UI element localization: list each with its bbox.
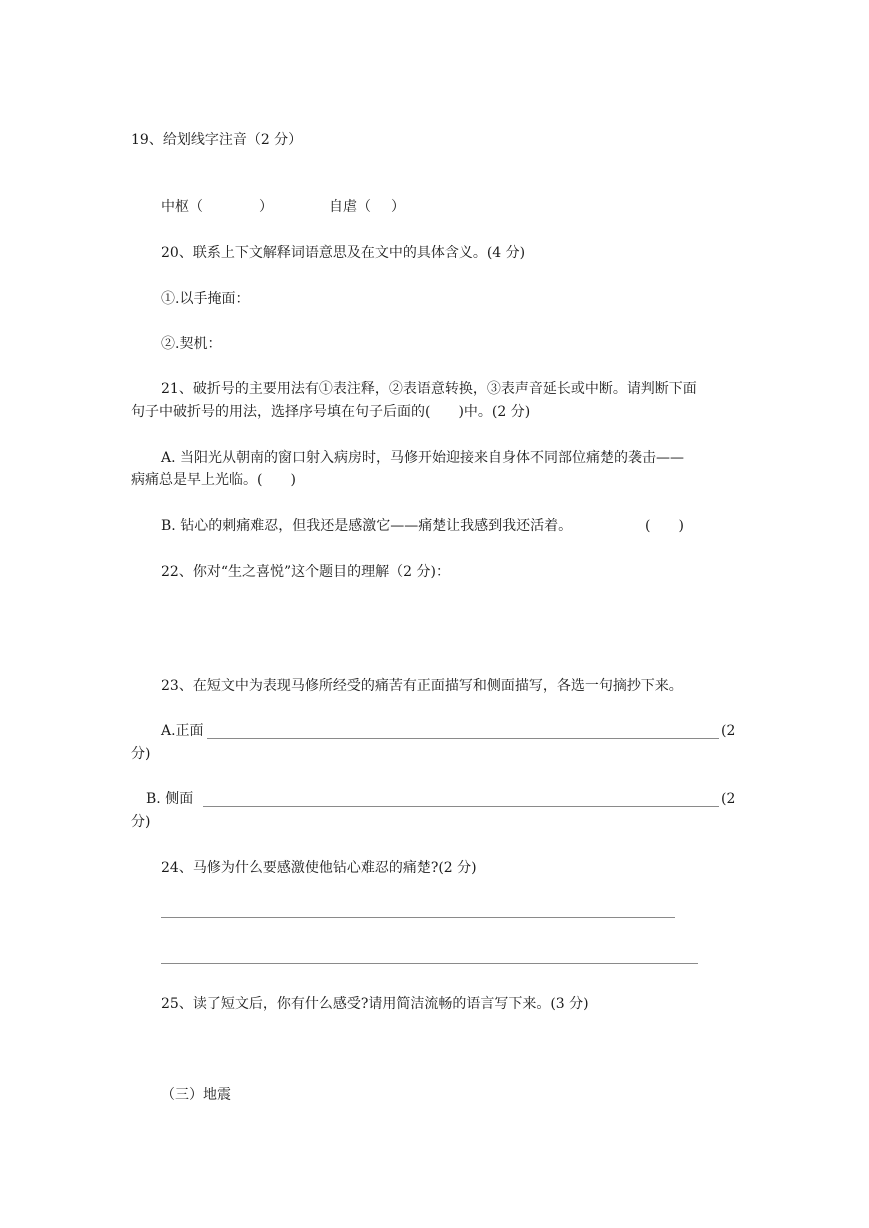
q19-item2-close: ） [391, 199, 405, 215]
q19-item1-word: 中枢（ [161, 199, 203, 215]
section-title: （三）地震 [161, 1087, 231, 1103]
q21-line2: 句子中破折号的用法，选择序号填在句子后面的( )中。(2 分) [131, 404, 531, 420]
q23-b-label: B. 侧面 [146, 791, 194, 807]
q24-answer-line-1[interactable] [161, 917, 675, 918]
q23-a-score: (2 [721, 723, 736, 739]
q21-a-line2: 病痛总是早上光临。( ) [131, 472, 296, 488]
q22-title: 22、你对“生之喜悦”这个题目的理解（2 分)： [161, 564, 450, 580]
q21-a-line1: A. 当阳光从朝南的窗口射入病房时，马修开始迎接来自身体不同部位痛楚的袭击—— [161, 450, 685, 466]
q23-a-label: A.正面 [161, 723, 204, 739]
q23-a-answer-line[interactable] [207, 738, 719, 739]
q23-title: 23、在短文中为表现马修所经受的痛苦有正面描写和侧面描写，各选一句摘抄下来。 [161, 678, 683, 694]
q24-title: 24、马修为什么要感激使他钻心难忍的痛楚?(2 分) [161, 860, 477, 876]
q21-b-text: B. 钻心的刺痛难忍，但我还是感激它——痛楚让我感到我还活着。 [161, 518, 573, 534]
q19-title: 19、给划线字注音（2 分） [131, 132, 303, 148]
q23-b-unit: 分) [131, 814, 151, 830]
q20-item1: ①.以手掩面： [161, 291, 250, 307]
q23-a-unit: 分) [131, 746, 151, 762]
q20-item2: ②.契机： [161, 336, 222, 352]
q24-answer-line-2[interactable] [161, 963, 698, 964]
q25-title: 25、读了短文后，你有什么感受?请用简洁流畅的语言写下来。(3 分) [161, 996, 589, 1012]
q20-title: 20、联系上下文解释词语意思及在文中的具体含义。(4 分) [161, 245, 526, 261]
q21-line1: 21、破折号的主要用法有①表注释，②表语意转换，③表声音延长或中断。请判断下面 [161, 381, 697, 397]
q19-item1-close: ） [259, 199, 273, 215]
q21-b-blank: ( ) [645, 518, 684, 534]
q23-b-answer-line[interactable] [203, 806, 719, 807]
q19-item2-word: 自虐（ [329, 199, 371, 215]
q19-answer-row [161, 197, 405, 217]
q23-b-score: (2 [721, 791, 736, 807]
